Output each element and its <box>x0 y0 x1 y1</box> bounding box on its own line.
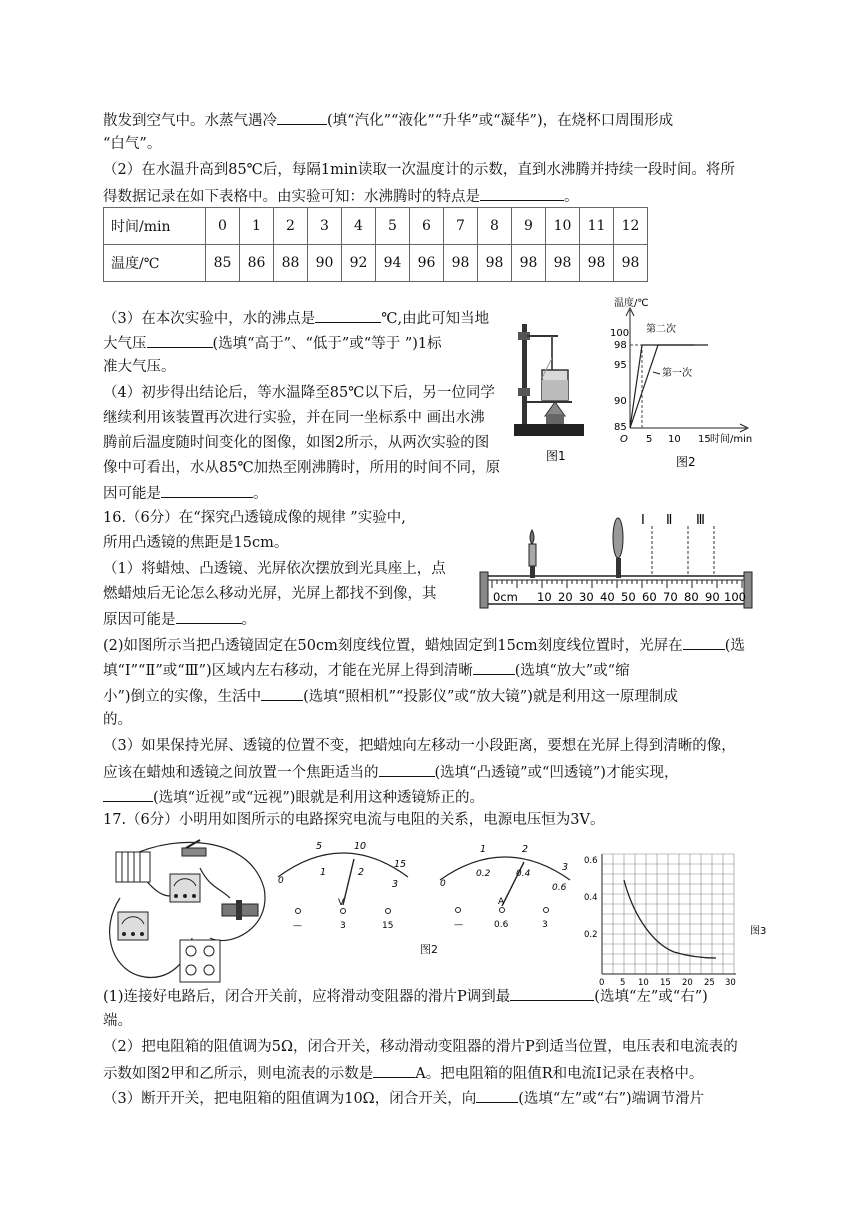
optical-bench-figure <box>478 508 758 618</box>
svg-text:0: 0 <box>440 879 446 889</box>
graph-xlabel: 时间/min <box>710 434 753 445</box>
answer-blank[interactable] <box>476 1087 518 1103</box>
q16-p3-line2: 应该在蜡烛和透镜之间放置一个焦距适当的 (选填“凸透镜”或“凹透镜”)才能实现， <box>103 761 678 783</box>
answer-blank[interactable] <box>315 307 381 323</box>
answer-blank[interactable] <box>480 185 564 201</box>
series-second-label: 第二次 <box>646 324 676 335</box>
svg-text:40: 40 <box>600 590 615 604</box>
current-resistance-graph <box>584 848 774 988</box>
q15-p4-line4: 像中可看出，水从85℃加热至刚沸腾时，所用的时间不同，原 <box>103 460 501 476</box>
svg-text:98: 98 <box>614 340 627 351</box>
svg-text:0: 0 <box>599 978 605 988</box>
svg-text:80: 80 <box>684 590 699 604</box>
q15-p4-line3: 腾前后温度随时间变化的图像，如图2所示，从两次实验的图 <box>103 435 490 451</box>
ammeter-needle <box>502 862 524 906</box>
svg-text:100: 100 <box>610 328 630 339</box>
svg-text:20: 20 <box>682 978 693 988</box>
q16-p3-line1: （3）如果保持光屏、透镜的位置不变，把蜡烛向左移动一小段距离，要想在光屏上得到清晰的像， <box>103 738 736 754</box>
q16-line2: 所用凸透镜的焦距是15cm。 <box>103 535 289 551</box>
table-header-time: 时间/min <box>104 208 206 245</box>
ammeter-scale-arc <box>440 857 570 880</box>
svg-text:5: 5 <box>620 978 626 988</box>
series-first-label: 第一次 <box>662 368 692 379</box>
current-resistance-curve <box>624 880 716 958</box>
q15-p2-line2: 得数据记录在如下表格中。由实验可知：水沸腾时的特点是 。 <box>103 185 579 207</box>
answer-blank[interactable] <box>147 332 213 348</box>
table-header-temperature: 温度/℃ <box>104 245 206 282</box>
table-row: 温度/℃ 85 86 88 90 92 94 96 98 98 98 98 98 98 <box>104 245 648 282</box>
q17-p2-line2: 示数如图2甲和乙所示，则电流表的示数是 A。把电阻箱的阻值R和电流I记录在表格中。 <box>103 1062 703 1084</box>
svg-text:0.6: 0.6 <box>552 883 567 893</box>
resistance-box-icon <box>180 940 220 982</box>
answer-blank[interactable] <box>103 786 153 802</box>
temperature-table <box>103 207 648 282</box>
series-first-line <box>630 345 658 428</box>
svg-text:20: 20 <box>558 590 573 604</box>
answer-blank[interactable] <box>277 109 327 125</box>
svg-text:1: 1 <box>320 867 327 878</box>
tick-label-0: 0cm <box>493 590 518 604</box>
svg-text:100: 100 <box>724 590 746 604</box>
circuit-figure <box>100 838 270 984</box>
svg-text:10: 10 <box>668 434 681 445</box>
svg-text:—: — <box>454 920 463 930</box>
svg-text:85: 85 <box>614 422 627 433</box>
svg-text:2: 2 <box>358 867 365 878</box>
q15-line2: “白气”。 <box>103 136 162 152</box>
svg-text:3: 3 <box>562 862 569 873</box>
region-3-label: Ⅲ <box>696 513 705 528</box>
answer-blank[interactable] <box>379 761 435 777</box>
convex-lens <box>613 518 623 558</box>
series-second-line <box>630 345 642 428</box>
boiling-apparatus-figure <box>512 318 590 468</box>
svg-text:0.4: 0.4 <box>516 869 531 879</box>
q17-p1-line1: (1)连接好电路后，闭合开关前，应将滑动变阻器的滑片P调到最 (选填“左”或“右”) <box>103 985 708 1007</box>
svg-text:0.2: 0.2 <box>476 869 491 879</box>
apparatus-base <box>514 424 584 436</box>
q16-p2-line3: 小”)倒立的实像，生活中 (选填“照相机”“投影仪”或“放大镜”)就是利用这一原理制成 <box>103 685 678 707</box>
svg-text:—: — <box>293 921 302 931</box>
svg-text:A: A <box>498 897 505 907</box>
region-1-label: Ⅰ <box>641 513 645 528</box>
voltmeter-device-icon <box>170 874 200 902</box>
figure1-caption: 图1 <box>546 449 566 463</box>
ammeter-dial <box>432 840 578 936</box>
svg-text:90: 90 <box>705 590 720 604</box>
svg-text:5: 5 <box>646 434 653 445</box>
svg-text:0.2: 0.2 <box>584 930 598 940</box>
answer-blank[interactable] <box>373 1062 415 1078</box>
temperature-time-graph <box>598 296 768 469</box>
svg-text:30: 30 <box>579 590 594 604</box>
ammeter-device-icon <box>118 912 148 940</box>
svg-text:0.6: 0.6 <box>584 856 598 866</box>
region-2-label: Ⅱ <box>666 513 673 528</box>
svg-text:5: 5 <box>316 841 323 852</box>
answer-blank[interactable] <box>683 634 725 650</box>
answer-blank[interactable] <box>473 659 515 675</box>
svg-text:10: 10 <box>537 590 552 604</box>
figure2-caption-q17: 图2 <box>420 943 438 956</box>
q17-p2-line1: （2）把电阻箱的阻值调为5Ω，闭合开关，移动滑动变阻器的滑片P到适当位置，电压表和电流表的 <box>103 1039 738 1055</box>
svg-text:10: 10 <box>354 841 367 852</box>
q15-p4-line2: 继续利用该装置再次进行实验，并在同一坐标系中 画出水沸 <box>103 410 485 426</box>
q16-p1-line1: （1）将蜡烛、凸透镜、光屏依次摆放到光具座上，点 <box>103 561 446 577</box>
q15-p3-line3: 准大气压。 <box>103 359 176 375</box>
figure3-caption: 图3 <box>750 926 767 937</box>
svg-text:0.4: 0.4 <box>584 893 598 903</box>
svg-text:15: 15 <box>660 978 671 988</box>
svg-text:70: 70 <box>663 590 678 604</box>
q17-p3-line1: （3）断开开关，把电阻箱的阻值调为10Ω，闭合开关，向 (选填“左”或“右”)端调节滑片 <box>103 1087 704 1109</box>
q16-p2-line4: 的。 <box>103 712 132 728</box>
svg-text:3: 3 <box>392 879 399 890</box>
answer-blank[interactable] <box>510 985 594 1001</box>
candle <box>529 544 536 566</box>
q15-p3-line2: 大气压 (选填“高于”、“低于”或“等于 ”)1标 <box>103 332 442 354</box>
rheostat-icon <box>222 900 258 920</box>
q16-p1-line3: 原因可能是 。 <box>103 608 256 630</box>
svg-text:2: 2 <box>522 844 529 855</box>
q15-p4-line5: 因可能是 。 <box>103 482 268 504</box>
svg-text:60: 60 <box>642 590 657 604</box>
svg-text:25: 25 <box>704 978 715 988</box>
answer-blank[interactable] <box>176 608 242 624</box>
svg-text:50: 50 <box>621 590 636 604</box>
answer-blank[interactable] <box>161 482 253 498</box>
voltmeter-needle <box>343 859 354 905</box>
q15-line1: 散发到空气中。水蒸气遇冷 (填“汽化”“液化”“升华”或“凝华”)，在烧杯口周围形成 <box>103 109 673 131</box>
svg-text:15: 15 <box>382 921 394 931</box>
table-row: 时间/min 0 1 2 3 4 5 6 7 8 9 10 11 12 <box>104 208 648 245</box>
battery-icon <box>116 852 150 882</box>
svg-text:30: 30 <box>725 978 736 988</box>
q15-p2-line1: （2）在水温升高到85℃后，每隔1min读取一次温度计的示数，直到水沸腾并持续一段时间。将所 <box>103 162 735 178</box>
q16-p3-line3: (选填“近视”或“远视”)眼就是利用这种透镜矫正的。 <box>103 786 484 808</box>
svg-text:95: 95 <box>614 360 627 371</box>
figure2-caption: 图2 <box>676 455 696 469</box>
svg-text:0.6: 0.6 <box>494 920 509 930</box>
svg-text:1: 1 <box>480 844 487 855</box>
q16-line1: 16.（6分）在“探究凸透镜成像的规律 ”实验中, <box>103 510 406 526</box>
svg-text:V: V <box>338 898 345 908</box>
q17-p1-line2: 端。 <box>103 1013 132 1029</box>
graph-ylabel: 温度/℃ <box>614 298 649 309</box>
candle-flame-icon <box>530 530 534 544</box>
voltmeter-scale-arc <box>278 853 408 877</box>
svg-text:3: 3 <box>542 920 548 930</box>
svg-text:15: 15 <box>394 859 407 870</box>
svg-text:3: 3 <box>340 921 346 931</box>
q15-p4-line1: （4）初步得出结论后，等水温降至85℃以下后，另一位同学 <box>103 385 495 401</box>
svg-text:15: 15 <box>698 434 711 445</box>
q16-p2-line1: (2)如图所示当把凸透镜固定在50cm刻度线位置，蜡烛固定到15cm刻度线位置时，光屏在 (选 <box>103 634 745 656</box>
svg-text:O: O <box>620 434 628 445</box>
svg-text:10: 10 <box>638 978 649 988</box>
answer-blank[interactable] <box>261 685 303 701</box>
q17-line1: 17.（6分）小明用如图所示的电路探究电流与电阻的关系，电源电压恒为3V。 <box>103 812 605 828</box>
q15-p3-line1: （3）在本次实验中，水的沸点是 ℃,由此可知当地 <box>103 307 489 329</box>
q16-p2-line2: 填“Ⅰ”“Ⅱ”或“Ⅲ”)区域内左右移动，才能在光屏上得到清晰 (选填“放大”或“缩 <box>103 659 630 681</box>
voltmeter-dial <box>270 835 416 935</box>
svg-text:0: 0 <box>278 876 284 886</box>
q16-p1-line2: 燃蜡烛后无论怎么移动光屏，光屏上都找不到像，其 <box>103 586 437 602</box>
svg-text:90: 90 <box>614 396 627 407</box>
